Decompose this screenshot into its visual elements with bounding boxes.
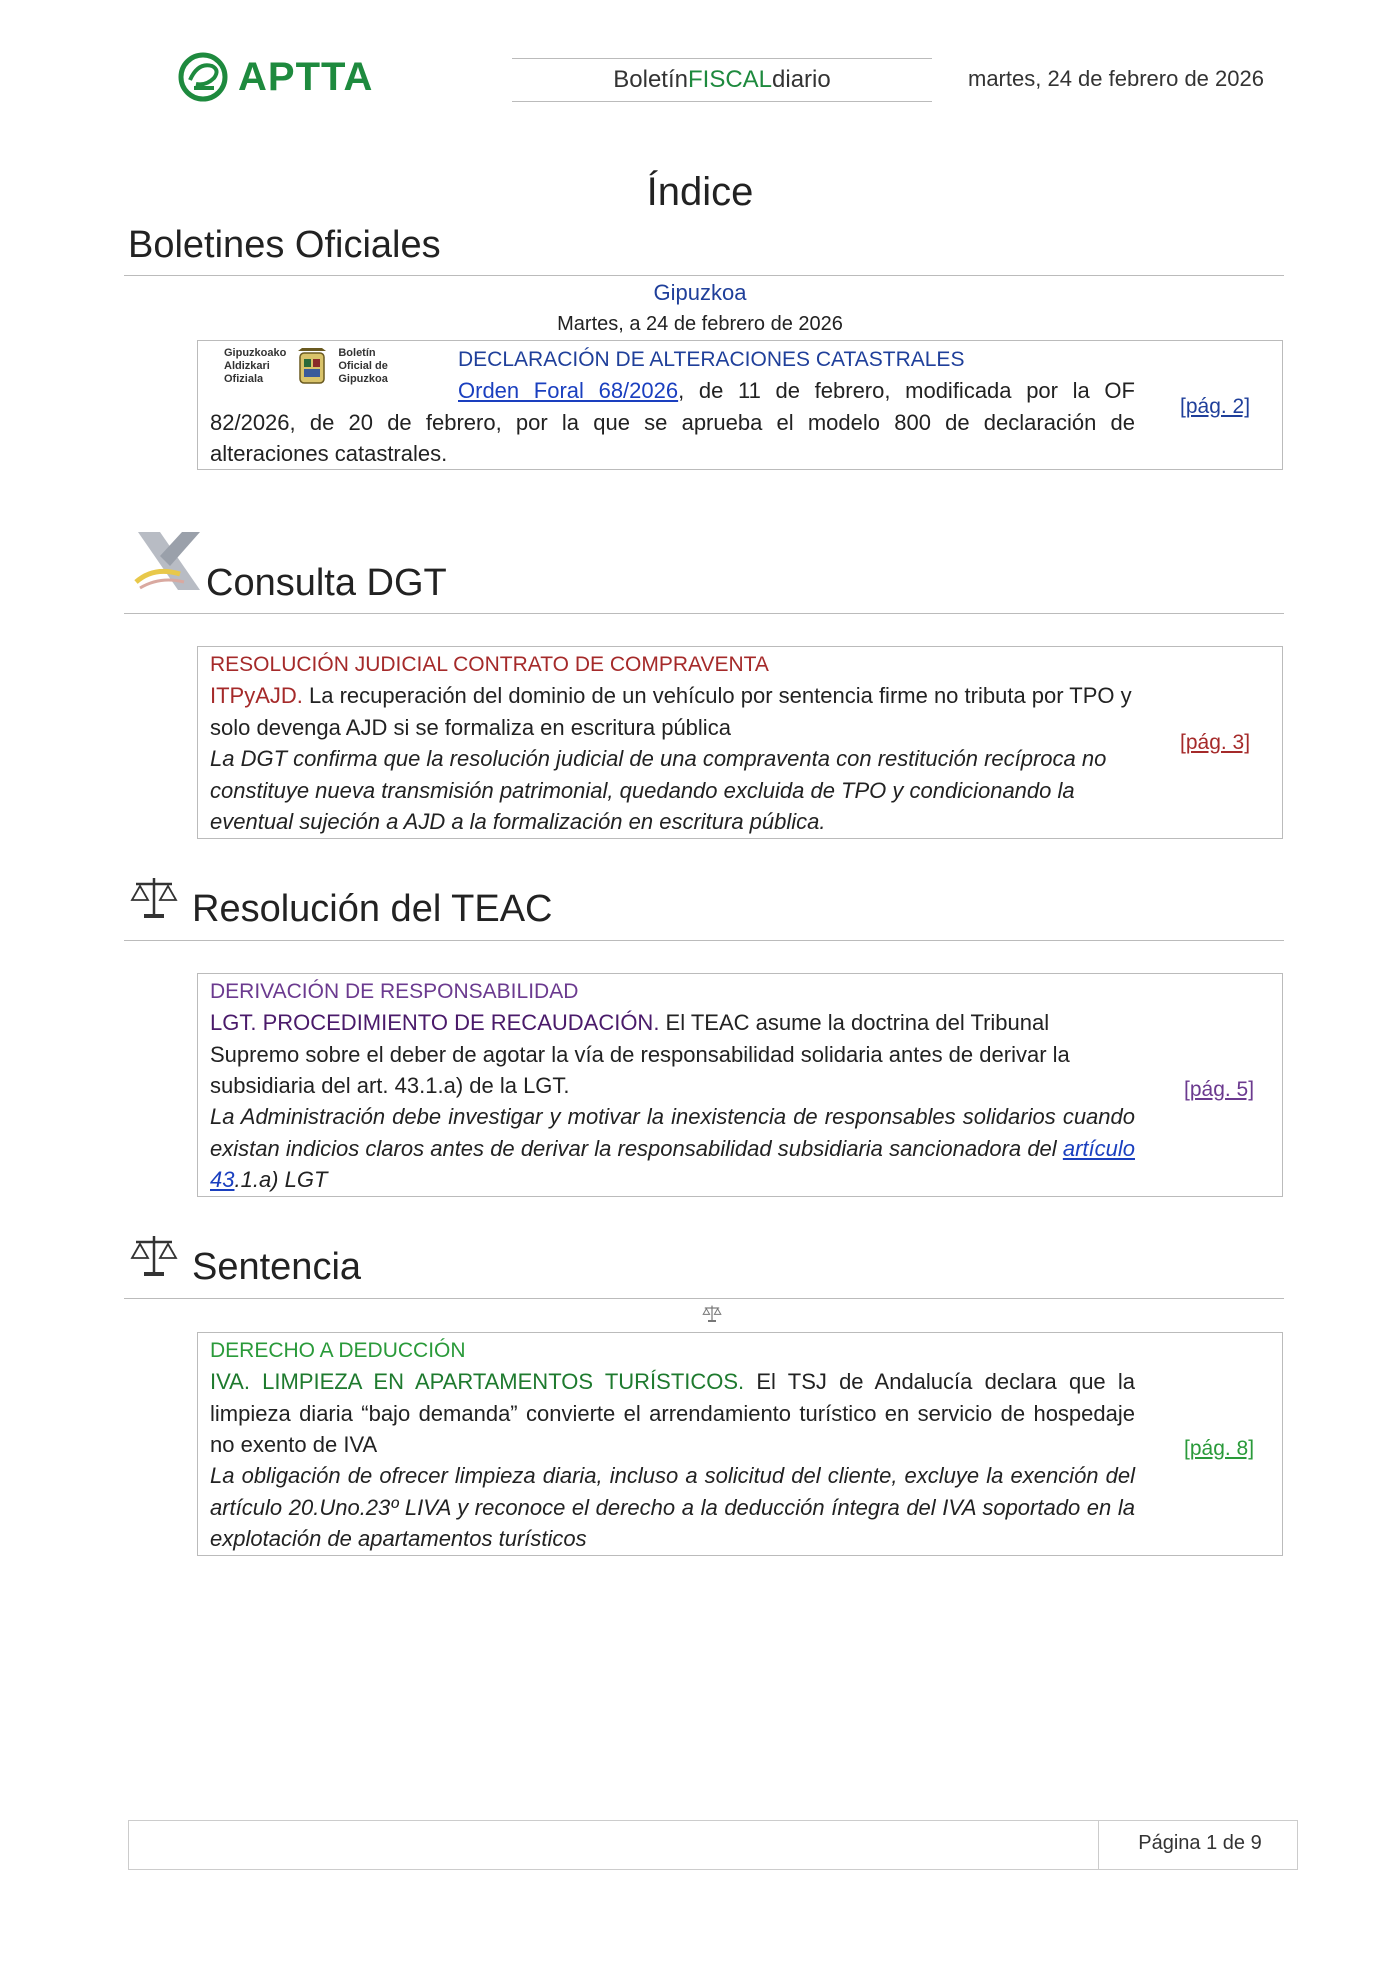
- item-text: , de 11 de febrero, modificada por la OF 82/2026, de 20 de febrero, por la que se aprueba el modelo 800 de declaración de alteraciones catastrales.: [210, 378, 1135, 466]
- item-category: DERIVACIÓN DE RESPONSABILIDAD: [210, 980, 579, 1003]
- footer-divider: [1098, 1820, 1099, 1870]
- section-title-dgt: Consulta DGT: [206, 562, 447, 604]
- aptta-logo: [176, 52, 373, 102]
- sentencia-item-box: [197, 1332, 1283, 1556]
- scales-icon: [130, 874, 178, 924]
- bog-logo-left: Gipuzkoako Aldizkari Ofiziala: [224, 347, 287, 385]
- aeat-logo-icon: [130, 526, 204, 596]
- item-lead: LGT. PROCEDIMIENTO DE RECAUDACIÓN.: [210, 1010, 660, 1035]
- scales-icon: [130, 1232, 178, 1282]
- bulletin-highlight: FISCAL: [687, 66, 773, 93]
- boletin-item-box: [197, 340, 1283, 470]
- item-summary: La obligación de ofrecer limpieza diaria, incluso a solicitud del cliente, excluye la exención del artículo 20.Uno.23º LIVA y reconoce el derecho a la deducción íntegra del IVA soportado en la explotación de apartamentos turísticos: [210, 1463, 1135, 1551]
- page-ref-link[interactable]: [pág. 3]: [1180, 731, 1251, 754]
- bulletin-suffix: diario: [772, 66, 831, 93]
- page-number: Página 1 de 9: [1138, 1832, 1262, 1854]
- item-description: [210, 375, 1135, 470]
- aptta-logo-text: APTTA: [238, 54, 374, 99]
- page-ref-link[interactable]: [pág. 5]: [1184, 1078, 1255, 1101]
- orden-foral-link[interactable]: Orden Foral 68/2026: [458, 378, 679, 403]
- section-rule: [124, 1298, 1284, 1299]
- item-summary: La Administración debe investigar y motivar la inexistencia de responsables solidarios cuando existan indicios claros antes de derivar la responsabilidad subsidiaria sancionadora del artículo 43.1.a) LGT: [210, 1104, 1135, 1192]
- bog-logo-right: Boletín Oficial de Gipuzkoa: [338, 347, 388, 385]
- section-title-boletines: Boletines Oficiales: [128, 224, 441, 266]
- item-category: DECLARACIÓN DE ALTERACIONES CATASTRALES: [458, 348, 965, 371]
- item-description: [210, 1366, 1135, 1461]
- item-category: DERECHO A DEDUCCIÓN: [210, 1339, 466, 1362]
- section-title-sentencia: Sentencia: [192, 1246, 362, 1288]
- section-rule: [124, 275, 1284, 276]
- item-description: [210, 680, 1135, 743]
- item-text: El TSJ de Andalucía declara que la limpieza diaria “bajo demanda” convierte el arrendamiento turístico en servicio de hospedaje no exento de IVA: [210, 1369, 1136, 1457]
- item-category: RESOLUCIÓN JUDICIAL CONTRATO DE COMPRAVENTA: [210, 653, 769, 676]
- aptta-logo-icon: [176, 52, 230, 102]
- header-date: martes, 24 de febrero de 2026: [968, 66, 1264, 91]
- bulletin-title: [512, 58, 932, 102]
- item-description: [210, 1007, 1135, 1102]
- item-text: El TEAC asume la doctrina del Tribunal Supremo sobre el deber de agotar la vía de responsabilidad solidaria antes de derivar la subsidiaria del art. 43.1.a) de la LGT.: [210, 1010, 1070, 1098]
- section-rule: [124, 940, 1284, 941]
- dgt-item-box: [197, 646, 1283, 839]
- section-rule: [124, 613, 1284, 614]
- bulletin-prefix: Boletín: [613, 66, 688, 93]
- teac-item-box: [197, 973, 1283, 1197]
- item-text: La recuperación del dominio de un vehículo por sentencia firme no tributa por TPO y solo devenga AJD si se formaliza en escritura pública: [210, 683, 1132, 740]
- boletin-date: Martes, a 24 de febrero de 2026: [557, 313, 843, 335]
- item-lead: ITPyAJD.: [210, 683, 303, 708]
- index-title: Índice: [646, 170, 754, 214]
- item-lead: IVA. LIMPIEZA EN APARTAMENTOS TURÍSTICOS.: [210, 1369, 745, 1394]
- page-ref-link[interactable]: [pág. 8]: [1184, 1437, 1255, 1460]
- articulo-43-link[interactable]: artículo 43: [210, 1135, 1135, 1192]
- region-label: Gipuzkoa: [653, 280, 747, 305]
- section-title-teac: Resolución del TEAC: [192, 888, 553, 930]
- item-summary: La DGT confirma que la resolución judicial de una compraventa con restitución recíproca no constituye nueva transmisión patrimonial, quedando excluida de TPO y condicionando la eventual sujeción a AJD a la formalización en escritura pública.: [210, 746, 1107, 834]
- scales-icon: [702, 1304, 722, 1324]
- page-ref-link[interactable]: [pág. 2]: [1180, 395, 1251, 418]
